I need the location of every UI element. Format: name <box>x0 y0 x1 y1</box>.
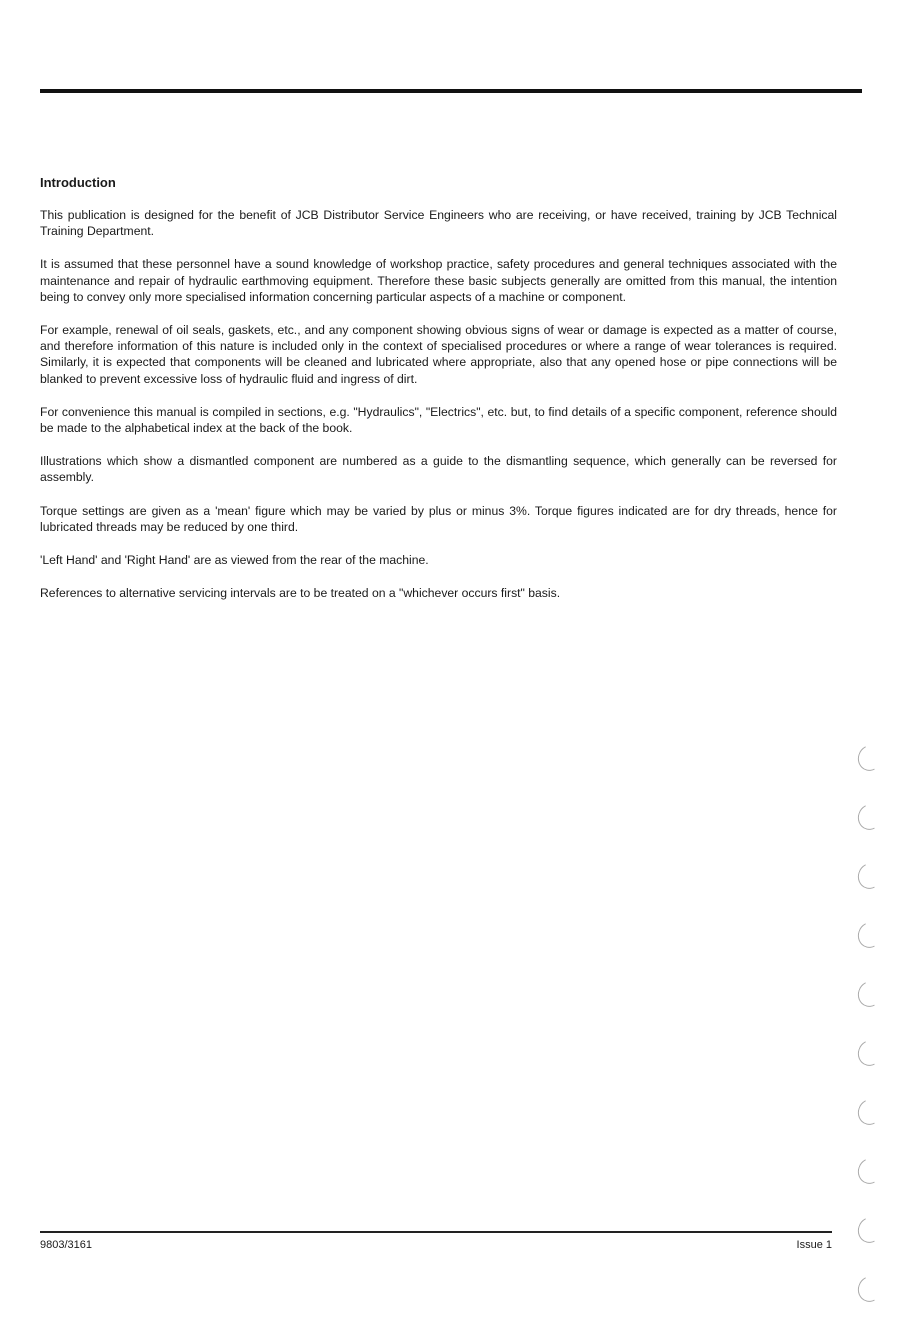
binder-hole-icon <box>854 1273 885 1306</box>
binder-hole-icon <box>854 1214 885 1247</box>
binder-hole-icon <box>854 1037 885 1070</box>
paragraph-torque: Torque settings are given as a 'mean' figure which may be varied by plus or minus 3%. Torque figures indicated are for dry threads, hence for lubricated threads may be reduced by one third. <box>40 503 837 534</box>
binder-hole-icon <box>854 919 885 952</box>
binder-hole-icon <box>854 1155 885 1188</box>
page-title: Introduction <box>40 175 116 190</box>
paragraph-illustrations: Illustrations which show a dismantled component are numbered as a guide to the dismantling sequence, which generally can be reversed for assembly. <box>40 454 837 485</box>
paragraph-left-right: 'Left Hand' and 'Right Hand' are as viewed from the rear of the machine. <box>40 553 429 568</box>
binder-hole-icon <box>854 801 885 834</box>
paragraph-servicing: References to alternative servicing intervals are to be treated on a "whichever occurs first" basis. <box>40 586 561 601</box>
paragraph-sections: For convenience this manual is compiled in sections, e.g. "Hydraulics", "Electrics", etc. but, to find details of a specific component, reference should be made to the alphabetical index at the back of the book. <box>40 404 837 436</box>
issue-label: Issue 1 <box>796 1239 832 1251</box>
binder-hole-icon <box>854 860 885 893</box>
document-number: 9803/3161 <box>40 1239 92 1251</box>
footer-rule <box>40 1231 832 1233</box>
binder-hole-icon <box>854 742 885 775</box>
header-rule <box>40 89 862 93</box>
paragraph-assumptions: It is assumed that these personnel have a sound knowledge of workshop practice, safety procedures and general techniques associated with the maintenance and repair of hydraulic earthmoving equipment. Therefore these basic subjects generally are omitted from this manual, the intention being to convey only more specialised information concerning particular aspects of a machine or component. <box>40 257 837 304</box>
page-content <box>40 174 837 618</box>
paragraph-example: For example, renewal of oil seals, gaskets, etc., and any component showing obvious signs of wear or damage is expected as a matter of course, and therefore information of this nature is included only in the context of specialised procedures or where a range of wear tolerances is required. Similarly, it is expected that components will be cleaned and lubricated where appropriate, also that any opened hose or pipe connections will be blanked to prevent excessive loss of hydraulic fluid and ingress of dirt. <box>40 323 837 386</box>
binder-hole-icon <box>854 1096 885 1129</box>
binder-hole-icon <box>854 978 885 1011</box>
binder-holes <box>858 745 888 1335</box>
paragraph-purpose: This publication is designed for the benefit of JCB Distributor Service Engineers who are receiving, or have received, training by JCB Technical Training Department. <box>40 208 837 239</box>
